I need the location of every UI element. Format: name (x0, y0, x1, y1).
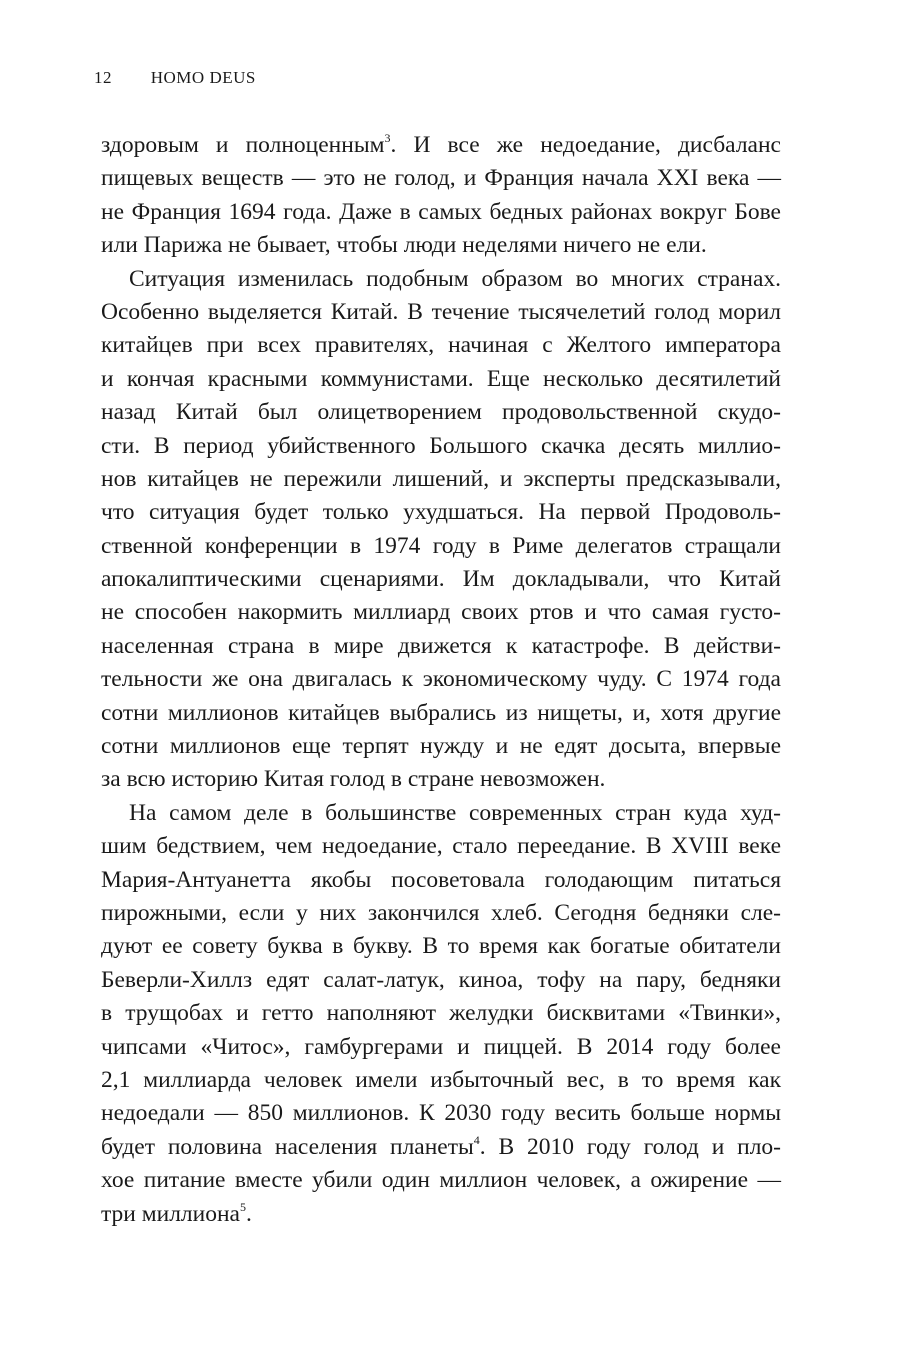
footnote-reference: 4 (473, 1132, 480, 1147)
text-line (101, 1131, 781, 1164)
text-line (101, 1164, 781, 1197)
line-text: не способен накормить миллиард своих ртов и что самая густо- (101, 599, 781, 626)
line-text: Мария-Антуанетта якобы посоветовала голодающим питаться (101, 866, 781, 893)
line-text: назад Китай был олицетворением продовольственной скудо- (101, 399, 781, 426)
text-line (101, 1097, 781, 1130)
paragraph-first-line (101, 797, 781, 830)
text-line (101, 596, 781, 629)
line-text-continued: . И все же недоедание, дисбаланс (390, 132, 781, 158)
text-line (101, 1198, 781, 1231)
text-line (101, 930, 781, 963)
line-text: недоедали — 850 миллионов. К 2030 году весить больше нормы (101, 1100, 781, 1127)
line-text: Беверли-Хиллз едят салат-латук, киноа, тофу на пару, бедняки (101, 966, 781, 993)
line-text: и кончая красными коммунистами. Еще несколько десятилетий (101, 365, 781, 392)
line-text: сотни миллионов еще терпят нужду и не едят досыта, впервые (101, 733, 781, 760)
text-line (101, 430, 781, 463)
line-text: На самом деле в большинстве современных стран куда худ- (129, 799, 781, 826)
text-line (101, 563, 781, 596)
line-text: в трущобах и гетто наполняют желудки бисквитами «Твинки», (101, 1000, 781, 1027)
line-text: нов китайцев не пережили лишений, и эксперты предсказывали, (101, 465, 781, 492)
text-line (101, 964, 781, 997)
text-line (101, 229, 781, 262)
line-text-continued: . (246, 1200, 252, 1227)
line-text: тельности же она двигалась к экономическому чуду. С 1974 года (101, 666, 781, 693)
text-line (101, 363, 781, 396)
line-text: шим бедствием, чем недоедание, стало переедание. В XVIII веке (101, 833, 781, 860)
text-line (101, 697, 781, 730)
line-text-continued: . В 2010 году голод и пло- (479, 1133, 781, 1160)
text-line (101, 496, 781, 529)
text-line (101, 864, 781, 897)
text-line (101, 329, 781, 362)
line-text: китайцев при всех правителях, начиная с Желтого императора (101, 332, 781, 359)
text-line (101, 763, 781, 796)
page-number: 12 (94, 68, 112, 87)
text-line (101, 730, 781, 763)
line-text: пищевых веществ — это не голод, и Франция начала XXI века — (101, 165, 781, 192)
line-text: дуют ее совету буква в букву. В то время как богатые обитатели (101, 933, 781, 960)
line-text: апокалиптическими сценариями. Им докладывали, что Китай (101, 566, 781, 593)
text-line (101, 129, 781, 162)
line-text: три миллиона (101, 1200, 240, 1227)
running-title: HOMO DEUS (150, 68, 256, 87)
text-line (101, 630, 781, 663)
line-text: сотни миллионов китайцев выбрались из нищеты, и, хотя другие (101, 699, 781, 726)
text-line (101, 530, 781, 563)
footnote-reference: 3 (384, 131, 391, 145)
text-line (101, 463, 781, 496)
text-line (101, 897, 781, 930)
line-text: сти. В период убийственного Большого скачка десять миллио- (101, 432, 781, 459)
line-text: ственной конференции в 1974 году в Риме делегатов стращали (101, 532, 781, 559)
text-line (101, 1031, 781, 1064)
text-line (101, 1064, 781, 1097)
line-text: Особенно выделяется Китай. В течение тысячелетий голод морил (101, 298, 781, 325)
line-text: хое питание вместе убили один миллион человек, а ожирение — (101, 1167, 781, 1194)
text-line (101, 162, 781, 195)
text-line (101, 396, 781, 429)
text-line (101, 296, 781, 329)
footnote-reference: 5 (240, 1199, 246, 1214)
paragraph-first-line (101, 263, 781, 296)
text-line (101, 196, 781, 229)
line-text: что ситуация будет только ухудшаться. На первой Продоволь- (101, 499, 781, 526)
text-line (101, 997, 781, 1030)
line-text: или Парижа не бывает, чтобы люди неделями ничего не ели. (101, 232, 707, 259)
line-text: населенная страна в мире движется к катастрофе. В действи- (101, 632, 781, 659)
line-text: будет половина населения планеты (101, 1133, 474, 1160)
line-text: здоровым и полноценным (101, 132, 385, 158)
line-text: Ситуация изменилась подобным образом во многих странах. (129, 265, 781, 292)
line-text: 2,1 миллиарда человек имели избыточный вес, в то время как (101, 1066, 781, 1093)
text-line (101, 663, 781, 696)
text-line (101, 830, 781, 863)
body-text (101, 129, 781, 1231)
line-text: не Франция 1694 года. Даже в самых бедных районах вокруг Бове (101, 198, 781, 225)
line-text: за всю историю Китая голод в стране невозможен. (101, 766, 606, 793)
line-text: пирожными, если у них закончился хлеб. Сегодня бедняки сле- (101, 899, 781, 926)
line-text: чипсами «Читос», гамбургерами и пиццей. В 2014 году более (101, 1033, 781, 1060)
page-header (94, 68, 256, 88)
